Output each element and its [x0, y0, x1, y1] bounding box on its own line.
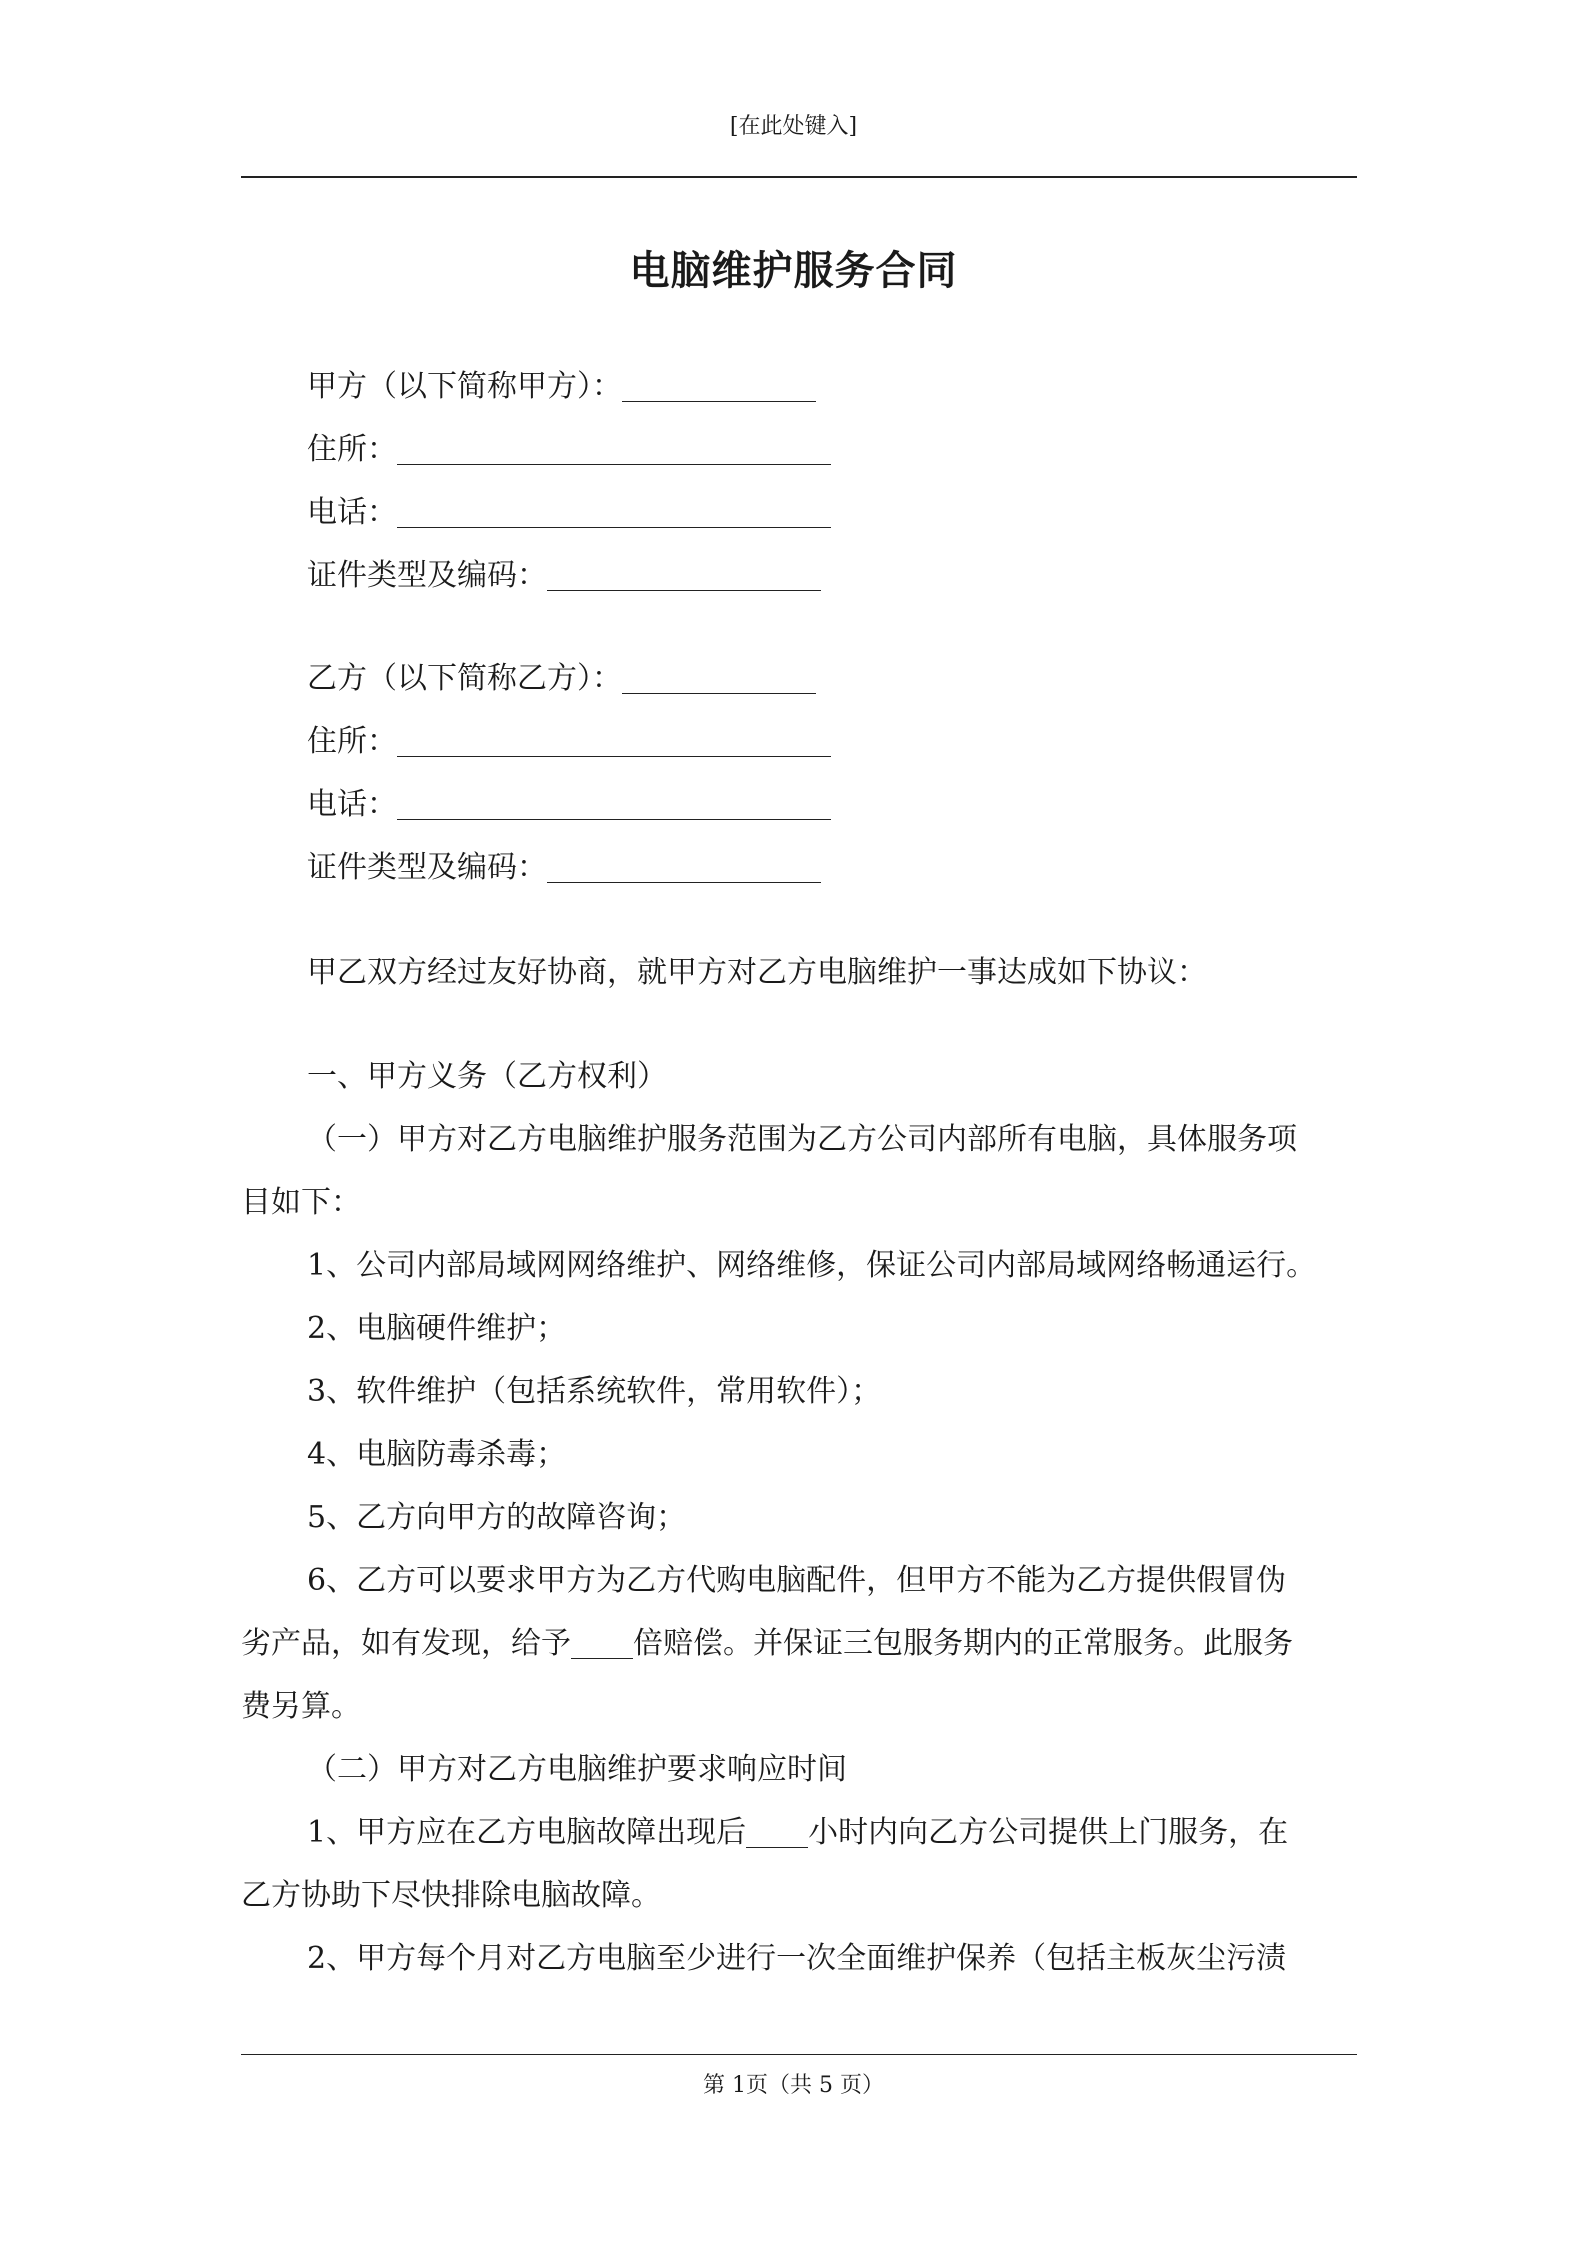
party-a-id-field[interactable] [547, 560, 821, 591]
list-item-5: 5、乙方向甲方的故障咨询； [307, 1500, 687, 1535]
party-a-phone-label: 电话： [307, 495, 397, 530]
header-divider [241, 176, 1357, 178]
party-b-id-field[interactable] [547, 852, 821, 883]
party-a-name-row [307, 367, 816, 407]
party-b-phone-label: 电话： [307, 787, 397, 822]
sub1-line1: （一）甲方对乙方电脑维护服务范围为乙方公司内部所有电脑，具体服务项 [307, 1122, 1297, 1157]
page-header: [在此处键入] [729, 114, 858, 139]
item6-text-after-blank: 倍赔偿。并保证三包服务期内的正常服务。此服务 [633, 1626, 1293, 1661]
party-a-id-row [307, 556, 821, 596]
party-a-address-row [307, 430, 831, 470]
section1-heading: 一、甲方义务（乙方权利） [307, 1059, 667, 1094]
party-a-id-label: 证件类型及编码： [307, 558, 547, 593]
party-b-id-row [307, 848, 821, 888]
intro-paragraph: 甲乙双方经过友好协商，就甲方对乙方电脑维护一事达成如下协议： [307, 955, 1207, 990]
document-title: 电脑维护服务合同 [629, 247, 958, 294]
party-b-address-label: 住所： [307, 724, 397, 759]
item6-text-before-blank: 劣产品，如有发现，给予 [241, 1626, 571, 1661]
sub1-line2: 目如下： [241, 1185, 361, 1220]
compensation-multiplier-field[interactable] [571, 1628, 633, 1659]
response-item-1-line1 [307, 1813, 1288, 1853]
page-number-footer: 第 1页（共 5 页） [703, 2073, 884, 2098]
response-item-1-line2: 乙方协助下尽快排除电脑故障。 [241, 1878, 661, 1913]
footer-divider [241, 2054, 1357, 2055]
party-b-phone-field[interactable] [397, 789, 831, 820]
list-item-2: 2、电脑硬件维护； [307, 1311, 567, 1346]
party-a-address-label: 住所： [307, 432, 397, 467]
party-b-address-row [307, 722, 831, 762]
party-b-id-label: 证件类型及编码： [307, 850, 547, 885]
party-b-name-row [307, 659, 816, 699]
list-item-3: 3、软件维护（包括系统软件，常用软件）； [307, 1374, 882, 1409]
list-item-6-line2 [241, 1624, 1293, 1664]
party-b-name-label: 乙方（以下简称乙方）： [307, 661, 622, 696]
party-a-address-field[interactable] [397, 434, 831, 465]
response-hours-field[interactable] [746, 1817, 808, 1848]
party-a-phone-field[interactable] [397, 497, 831, 528]
party-b-phone-row [307, 785, 831, 825]
list-item-1: 1、公司内部局域网网络维护、网络维修，保证公司内部局域网络畅通运行。 [307, 1248, 1317, 1283]
party-b-name-field[interactable] [622, 663, 816, 694]
list-item-6-line1: 6、乙方可以要求甲方为乙方代购电脑配件，但甲方不能为乙方提供假冒伪 [307, 1563, 1287, 1598]
party-a-name-field[interactable] [622, 371, 816, 402]
party-a-phone-row [307, 493, 831, 533]
sub2-heading: （二）甲方对乙方电脑维护要求响应时间 [307, 1752, 847, 1787]
list-item-6-line3: 费另算。 [241, 1689, 361, 1724]
resp1-text-before-blank: 1、甲方应在乙方电脑故障出现后 [307, 1815, 747, 1850]
list-item-4: 4、电脑防毒杀毒； [307, 1437, 567, 1472]
party-b-address-field[interactable] [397, 726, 831, 757]
response-item-2-line1: 2、甲方每个月对乙方电脑至少进行一次全面维护保养（包括主板灰尘污渍 [307, 1941, 1287, 1976]
resp1-text-after-blank: 小时内向乙方公司提供上门服务，在 [808, 1815, 1289, 1850]
party-a-name-label: 甲方（以下简称甲方）： [307, 369, 622, 404]
